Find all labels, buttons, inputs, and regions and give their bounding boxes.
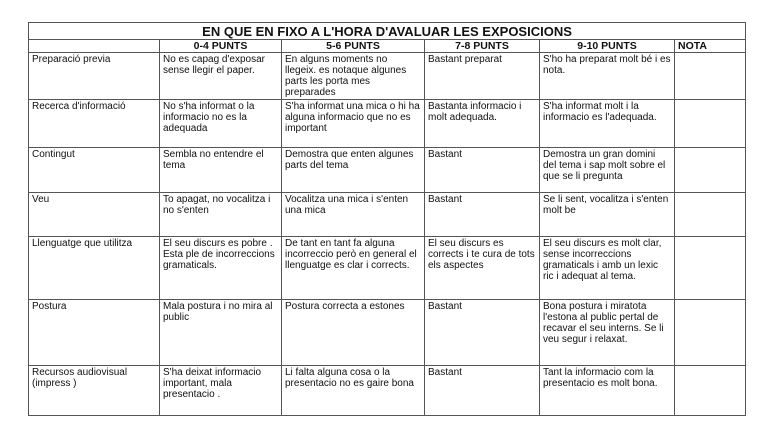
score-9-10-cell: Demostra un gran domini del tema i sap molt sobre el que se li pregunta: [540, 148, 675, 193]
criterion-cell: Veu: [29, 193, 160, 237]
score-7-8-cell: Bastant: [425, 366, 540, 416]
score-9-10-cell: S'ha informat molt i la informacio es l'adequada.: [540, 100, 675, 148]
nota-cell: [675, 53, 746, 100]
nota-cell: [675, 100, 746, 148]
score-7-8-cell: Bastanta informacio i molt adequada.: [425, 100, 540, 148]
score-5-6-cell: Demostra que enten algunes parts del tema: [282, 148, 425, 193]
score-5-6-cell: S'ha informat una mica o hi ha alguna informacio que no es important: [282, 100, 425, 148]
table-row: [29, 237, 746, 300]
nota-cell: [675, 237, 746, 300]
nota-cell: [675, 300, 746, 366]
score-7-8-cell: Bastant: [425, 193, 540, 237]
nota-cell: [675, 366, 746, 416]
score-9-10-cell: Bona postura i miratota l'estona al public pertal de recavar el seu interns. Se li veu segur i relaxat.: [540, 300, 675, 366]
score-7-8-cell: Bastant: [425, 148, 540, 193]
evaluation-rubric: [28, 22, 745, 416]
score-5-6-cell: Postura correcta a estones: [282, 300, 425, 366]
score-5-6-cell: De tant en tant fa alguna incorreccio però en general el llenguatge es clar i corrects.: [282, 237, 425, 300]
table-row: [29, 366, 746, 416]
score-7-8-cell: El seu discurs es corrects i te cura de tots els aspectes: [425, 237, 540, 300]
criterion-cell: Preparació previa: [29, 53, 160, 100]
score-0-4-cell: No s'ha informat o la informacio no es la adequada: [160, 100, 282, 148]
table-row: [29, 100, 746, 148]
score-5-6-cell: En alguns moments no llegeix. es notaque algunes parts les porta mes preparades: [282, 53, 425, 100]
score-0-4-cell: S'ha deixat informacio important, mala presentacio .: [160, 366, 282, 416]
header-nota: NOTA: [675, 40, 746, 53]
score-0-4-cell: Sembla no entendre el tema: [160, 148, 282, 193]
score-5-6-cell: Li falta alguna cosa o la presentacio no es gaire bona: [282, 366, 425, 416]
score-0-4-cell: El seu discurs es pobre . Esta ple de incorreccions gramaticals.: [160, 237, 282, 300]
header-9-10-points: 9-10 PUNTS: [540, 40, 675, 53]
score-7-8-cell: Bastant preparat: [425, 53, 540, 100]
table-row: [29, 193, 746, 237]
header-row: [29, 40, 746, 53]
score-5-6-cell: Vocalitza una mica i s'enten una mica: [282, 193, 425, 237]
score-9-10-cell: Se li sent, vocalitza i s'enten molt be: [540, 193, 675, 237]
header-0-4-points: 0-4 PUNTS: [160, 40, 282, 53]
score-0-4-cell: No es capag d'exposar sense llegir el paper.: [160, 53, 282, 100]
header-7-8-points: 7-8 PUNTS: [425, 40, 540, 53]
nota-cell: [675, 193, 746, 237]
header-criterion: [29, 40, 160, 53]
score-7-8-cell: Bastant: [425, 300, 540, 366]
score-9-10-cell: El seu discurs es molt clar, sense incorreccions gramaticals i amb un lexic ric i adequat al tema.: [540, 237, 675, 300]
rubric-title: EN QUE EN FIXO A L'HORA D'AVALUAR LES EXPOSICIONS: [29, 23, 746, 40]
title-row: [29, 23, 746, 40]
table-row: [29, 53, 746, 100]
score-9-10-cell: S'ho ha preparat molt bé i es nota.: [540, 53, 675, 100]
criterion-cell: Recerca d'informació: [29, 100, 160, 148]
criterion-cell: Postura: [29, 300, 160, 366]
rubric-table: [28, 22, 746, 416]
criterion-cell: Contingut: [29, 148, 160, 193]
header-5-6-points: 5-6 PUNTS: [282, 40, 425, 53]
score-9-10-cell: Tant la informacio com la presentacio es molt bona.: [540, 366, 675, 416]
criterion-cell: Recursos audiovisual (impress ): [29, 366, 160, 416]
score-0-4-cell: To apagat, no vocalitza i no s'enten: [160, 193, 282, 237]
criterion-cell: Llenguatge que utilitza: [29, 237, 160, 300]
nota-cell: [675, 148, 746, 193]
score-0-4-cell: Mala postura i no mira al public: [160, 300, 282, 366]
table-row: [29, 148, 746, 193]
table-row: [29, 300, 746, 366]
